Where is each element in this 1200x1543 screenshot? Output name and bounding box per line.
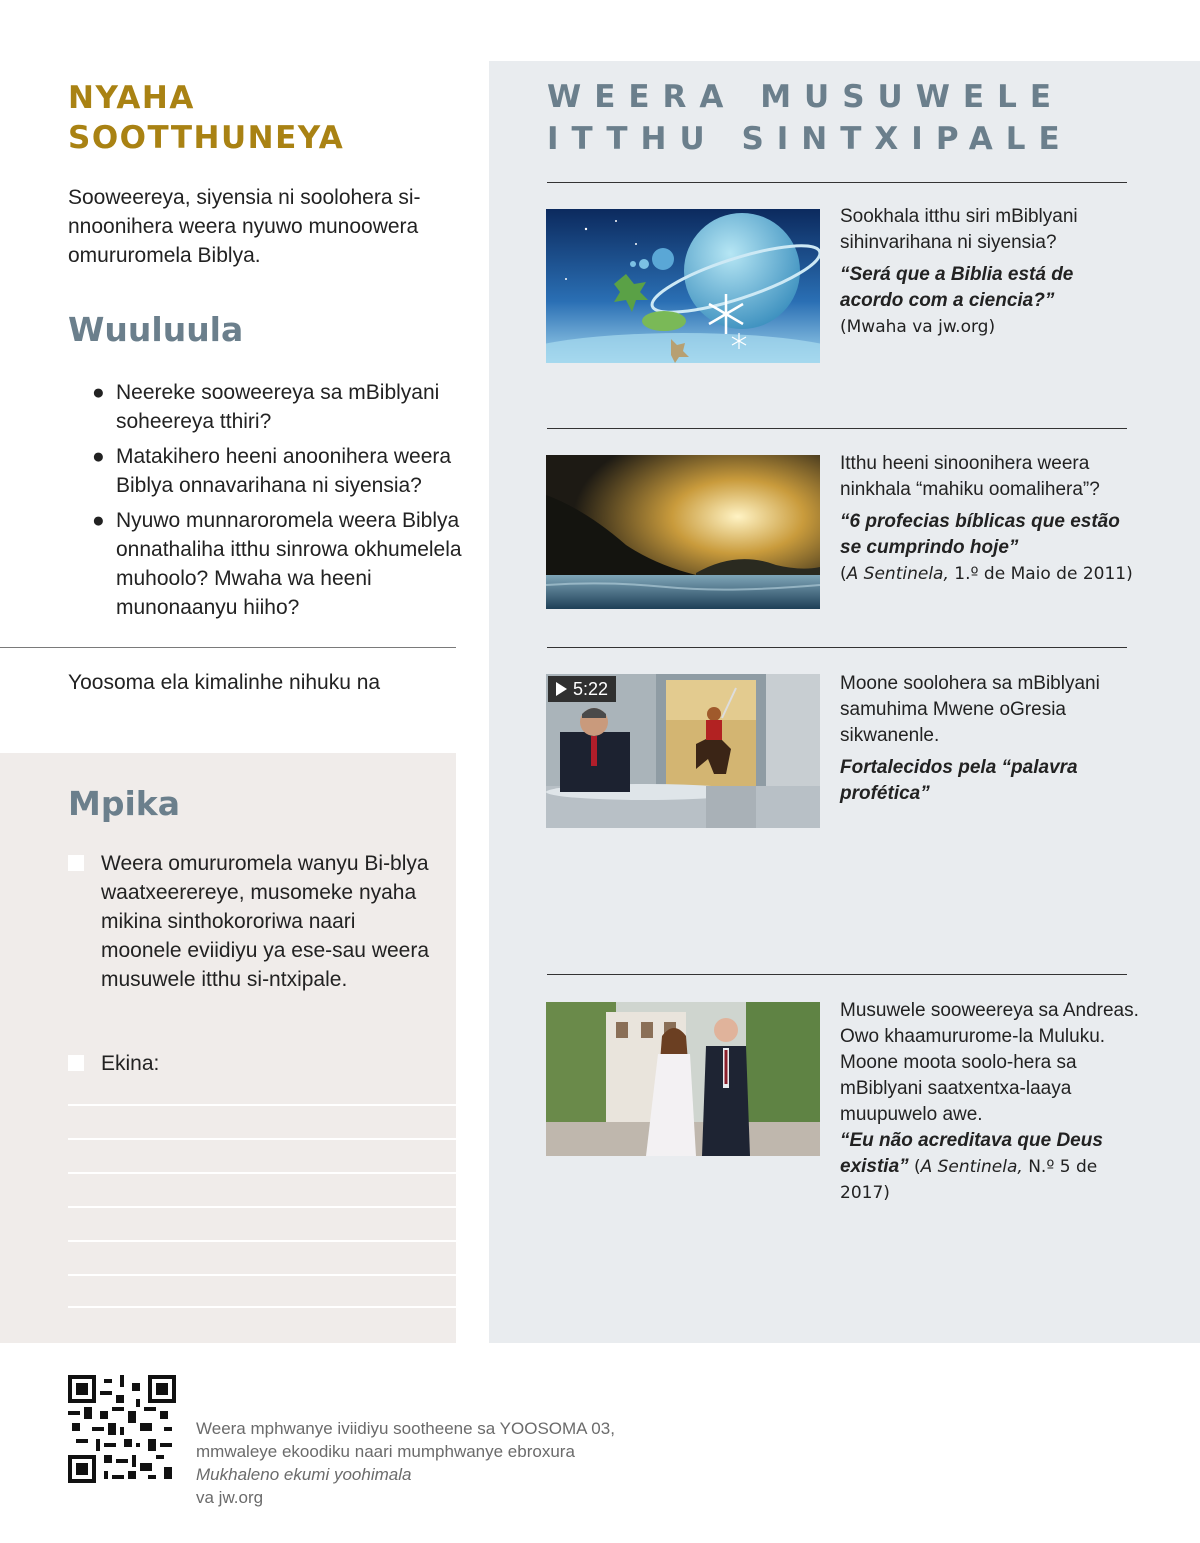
checkbox[interactable] (68, 1055, 84, 1071)
checklist-item (68, 1049, 438, 1078)
item-title-link[interactable]: Fortalecidos pela “palavra profética” (840, 757, 1078, 804)
video-duration: 5:22 (573, 679, 609, 699)
video-thumbnail[interactable] (546, 674, 820, 828)
item-description: Itthu heeni sinoonihera weera ninkhala “mahiku oomalihera”? (840, 453, 1100, 500)
footer-line: Weera mphwanye iviidiyu sootheene sa YOOSOMA 03, (196, 1419, 615, 1438)
checklist-text: Weera omururomela wanyu Bi-blya waatxeerereye, musomeke nyaha mikina sinthokororiwa naari moonele eviidiyu ya ese-sau weera musuwele itthu si-ntxipale. (101, 852, 430, 991)
write-line[interactable] (68, 1274, 456, 1276)
divider (547, 182, 1127, 183)
item-title-link[interactable]: “Será que a Biblia está de acordo com a ciencia?” (840, 264, 1074, 311)
source-date: N.º 5 de 2017) (840, 1157, 1098, 1203)
item-description: Moone soolohera sa mBiblyani samuhima Mwene oGresia sikwanenle. (840, 673, 1100, 746)
write-line[interactable] (68, 1306, 456, 1308)
video-duration-badge (548, 676, 616, 702)
section-heading: NYAHA SOOTTHUNEYA (68, 80, 345, 156)
question-text: Neereke sooweereya sa mBiblyani soheereya tthiri? (116, 381, 440, 433)
play-icon[interactable] (556, 682, 567, 696)
checklist-text: Ekina: (101, 1052, 160, 1075)
divider (0, 647, 456, 648)
write-line[interactable] (68, 1138, 456, 1140)
question-text: Nyuwo munnaroromela weera Biblya onnathaliha itthu sinrowa okhumelela muhoolo? Mwaha wa heeni munonaanyu hiiho? (116, 509, 462, 619)
item-source: (A Sentinela, N.º 5 de 2017) (840, 1157, 1098, 1203)
question-item (92, 442, 462, 500)
item-title-link[interactable]: “Eu não acreditava que Deus existia” (840, 1130, 1103, 1177)
couple-walking-image (546, 1002, 820, 1156)
learn-more-item (840, 998, 1140, 1206)
item-source: (A Sentinela, 1.º de Maio de 2011) (840, 564, 1133, 584)
testimony-thumbnail[interactable] (546, 1002, 820, 1156)
bullet-icon: ● (92, 445, 105, 468)
question-item (92, 378, 462, 436)
stormy-landscape-image (546, 455, 820, 609)
qr-code-icon[interactable] (68, 1375, 176, 1483)
mpika-panel (0, 753, 456, 1343)
question-item (92, 506, 462, 622)
bullet-icon: ● (92, 509, 105, 532)
learn-more-heading: WEERA MUSUWELE ITTHU SINTXIPALE (547, 79, 1073, 157)
footer-line: mmwaleye ekoodiku naari mumphwanye ebroxura (196, 1442, 575, 1461)
item-description: Sookhala itthu siri mBiblyani sihinvarihana ni siyensia? (840, 206, 1078, 253)
learn-more-item (840, 451, 1140, 587)
bullet-icon: ● (92, 381, 105, 404)
source-publication: A Sentinela, (846, 564, 949, 584)
item-description: Musuwele sooweereya sa Andreas. Owo khaamururome-la Muluku. Moone moota soolo-hera sa mBiblyani saatxentxa-laaya muupuwelo awe. (840, 1000, 1139, 1125)
item-source: (Mwaha va jw.org) (840, 317, 996, 337)
footer-note (196, 1417, 676, 1509)
mpika-heading: Mpika (68, 784, 180, 823)
question-list (92, 378, 462, 628)
write-line[interactable] (68, 1172, 456, 1174)
brochure-title: Mukhaleno ekumi yoohimala (196, 1465, 412, 1484)
divider (547, 974, 1127, 975)
divider (547, 428, 1127, 429)
learn-more-item (840, 204, 1140, 340)
source-date: 1.º de Maio de 2011) (948, 564, 1133, 584)
divider (547, 647, 1127, 648)
planet-snowflake-image (546, 209, 820, 363)
item-title-link[interactable]: “6 profecias bíblicas que estão se cumprindo hoje” (840, 511, 1120, 558)
learn-more-item (840, 671, 1140, 807)
footer-site: va jw.org (196, 1488, 264, 1507)
discuss-heading: Wuuluula (68, 310, 244, 349)
question-text: Matakihero heeni anoonihera weera Biblya onnavarihana ni siyensia? (116, 445, 452, 497)
write-line[interactable] (68, 1206, 456, 1208)
checklist-item (68, 849, 438, 994)
write-line[interactable] (68, 1240, 456, 1242)
next-study-text: Yoosoma ela kimalinhe nihuku na (68, 671, 381, 694)
intro-paragraph: Sooweereya, siyensia ni soolohera si-nnoonihera weera nyuwo munoowera omururomela Biblya. (68, 186, 421, 267)
prophecy-thumbnail[interactable] (546, 455, 820, 609)
footer-line (196, 1463, 676, 1509)
science-thumbnail[interactable] (546, 209, 820, 363)
checkbox[interactable] (68, 855, 84, 871)
write-line[interactable] (68, 1104, 456, 1106)
source-publication: A Sentinela, (920, 1157, 1023, 1177)
